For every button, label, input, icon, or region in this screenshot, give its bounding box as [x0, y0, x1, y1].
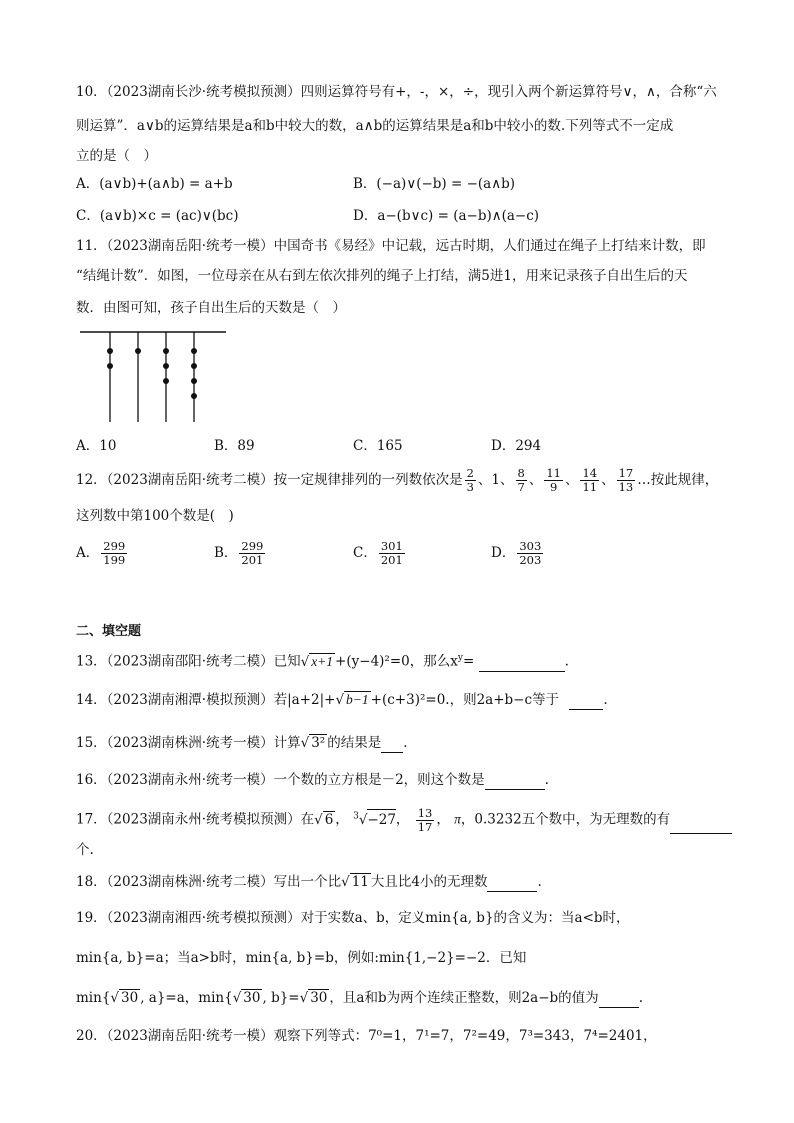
- knot: [191, 393, 197, 399]
- q10-option-d: D．a−(b∨c) = (a−b)∧(a−c): [353, 208, 540, 224]
- q11-option-a: A．10: [76, 438, 117, 454]
- answer-blank[interactable]: [487, 877, 537, 892]
- q12-option-d: D． $\frac{303}{203}$: [491, 539, 542, 567]
- fraction: $\frac{13}{17}$: [417, 805, 433, 834]
- q12-option-c: C． $\frac{301}{201}$: [353, 539, 403, 567]
- q14: 14．（2023湖南湘潭·模拟预测）若|a+2|+√ b−1 +(c+3)²=0.，则2a+b−c等于 .: [76, 692, 608, 708]
- q15: 15．（2023湖南株洲·统考一模）计算√ 3² 的结果是 .: [76, 735, 408, 751]
- answer-blank[interactable]: [381, 738, 403, 753]
- q19-line2: min{a, b}=a；当a>b时，min{a, b}=b，例如:min{1,−2}=−2．已知: [76, 950, 527, 966]
- q11-option-d: D．294: [491, 438, 542, 454]
- q12-line2: 这列数中第100个数是( ): [76, 508, 234, 524]
- sqrt: √ 6: [314, 811, 334, 828]
- q12-suffix: …按此规律，: [637, 472, 719, 488]
- q19-line3: min{√ 30 , a}=a，min{√ 30 , b}=√ 30 ，且a和b为两个连续正整数，则2a−b的值为 .: [76, 990, 643, 1006]
- sqrt: √ 30: [232, 990, 261, 1006]
- sqrt: √ 30: [110, 990, 139, 1006]
- q11-line3: 数．由图可知，孩子自出生后的天数是（ ）: [76, 300, 346, 316]
- knot: [163, 348, 169, 354]
- q12-option-a: A． $\frac{299}{199}$: [76, 539, 126, 567]
- q12-line1: [76, 467, 718, 494]
- sqrt: √ 30: [299, 990, 328, 1006]
- sqrt: √ 3²: [300, 735, 326, 751]
- sequence-term: $\frac{17}{13}$: [618, 466, 634, 494]
- knot: [191, 378, 197, 384]
- knot: [163, 378, 169, 384]
- knot: [107, 348, 113, 354]
- knot: [191, 363, 197, 369]
- q11-line1: 11．（2023湖南岳阳·统考一模）中国奇书《易经》中记载，远古时期，人们通过在绳子上打结来计数，即: [76, 238, 706, 254]
- sequence-term: $\frac{8}{7}$: [517, 466, 525, 494]
- sequence-term: $\frac{2}{3}$: [466, 466, 474, 494]
- q12-sequence: $\frac{2}{3}$ 、1、 $\frac{8}{7}$ 、 $\frac{11}{9}$ 、 $\frac{14}{11}$ 、 $\frac{17}{13}$: [466, 466, 634, 494]
- q10-line1: 10．（2023湖南长沙·统考模拟预测）四则运算符号有+，-，×，÷，现引入两个新运算符号∨，∧，合称“六: [76, 84, 717, 100]
- answer-blank[interactable]: [479, 657, 565, 672]
- knot: [163, 363, 169, 369]
- q10-line3: 立的是（ ）: [76, 148, 157, 164]
- knot: [135, 348, 141, 354]
- q10-option-b: B．(−a)∨(−b) = −(a∧b): [353, 176, 515, 192]
- q20-line1: 20．（2023湖南岳阳·统考一模）观察下列等式：7⁰=1，7¹=7，7²=49，7³=343，7⁴=2401，: [76, 1028, 657, 1044]
- knot: [191, 348, 197, 354]
- q17-line1: 17．（2023湖南永州·统考模拟预测）在√ 6 ， $^3$√−27， $\frac{13}{17}$ ， π，0.3232五个数中，为无理数的有: [76, 806, 732, 834]
- sqrt: √ 11: [341, 874, 369, 890]
- sqrt: √ x+1: [300, 653, 334, 670]
- section-heading: 二、填空题: [76, 624, 142, 639]
- sqrt: √ b−1: [335, 692, 369, 708]
- q19-line1: 19．（2023湖南湘西·统考模拟预测）对于实数a、b，定义min{a, b}的含义为：当a<b时，: [76, 910, 630, 926]
- q18: 18．（2023湖南株洲·统考二模）写出一个比√ 11 大且比4小的无理数 .: [76, 874, 542, 890]
- q12-option-b: B． $\frac{299}{201}$: [214, 539, 264, 567]
- q11-line2: “结绳计数”．如图，一位母亲在从右到左依次排列的绳子上打结，满5进1，用来记录孩子自出生后的天: [76, 268, 688, 284]
- q12-prefix: 12．（2023湖南岳阳·统考二模）按一定规律排列的一列数依次是: [76, 472, 463, 488]
- answer-blank[interactable]: [599, 993, 639, 1008]
- q10-option-a: A．(a∨b)+(a∧b) = a+b: [76, 176, 233, 192]
- knot: [107, 363, 113, 369]
- answer-blank[interactable]: [569, 695, 603, 710]
- q10-line2: 则运算”．a∨b的运算结果是a和b中较大的数，a∧b的运算结果是a和b中较小的数.下列等式不一定成: [76, 118, 674, 134]
- cube-root: $^3$√−27: [353, 812, 396, 828]
- answer-blank[interactable]: [485, 775, 545, 790]
- q11-option-c: C．165: [353, 438, 403, 454]
- q11-option-b: B．89: [214, 438, 255, 454]
- q13: 13．（2023湖南邵阳·统考二模）已知√ x+1 +(y−4)²=0，那么$x^y=$ .: [76, 653, 569, 670]
- q16: 16．（2023湖南永州·统考一模）一个数的立方根是－2，则这个数是 .: [76, 772, 549, 788]
- sequence-term: $\frac{14}{11}$: [582, 466, 598, 494]
- answer-blank[interactable]: [670, 819, 732, 834]
- knot-rope-figure: [80, 326, 230, 426]
- sequence-term: $\frac{11}{9}$: [546, 466, 561, 494]
- sequence-term: 1: [491, 472, 500, 488]
- q17-line2: 个.: [76, 842, 94, 858]
- q10-option-c: C．(a∨b)×c = (ac)∨(bc): [76, 208, 239, 224]
